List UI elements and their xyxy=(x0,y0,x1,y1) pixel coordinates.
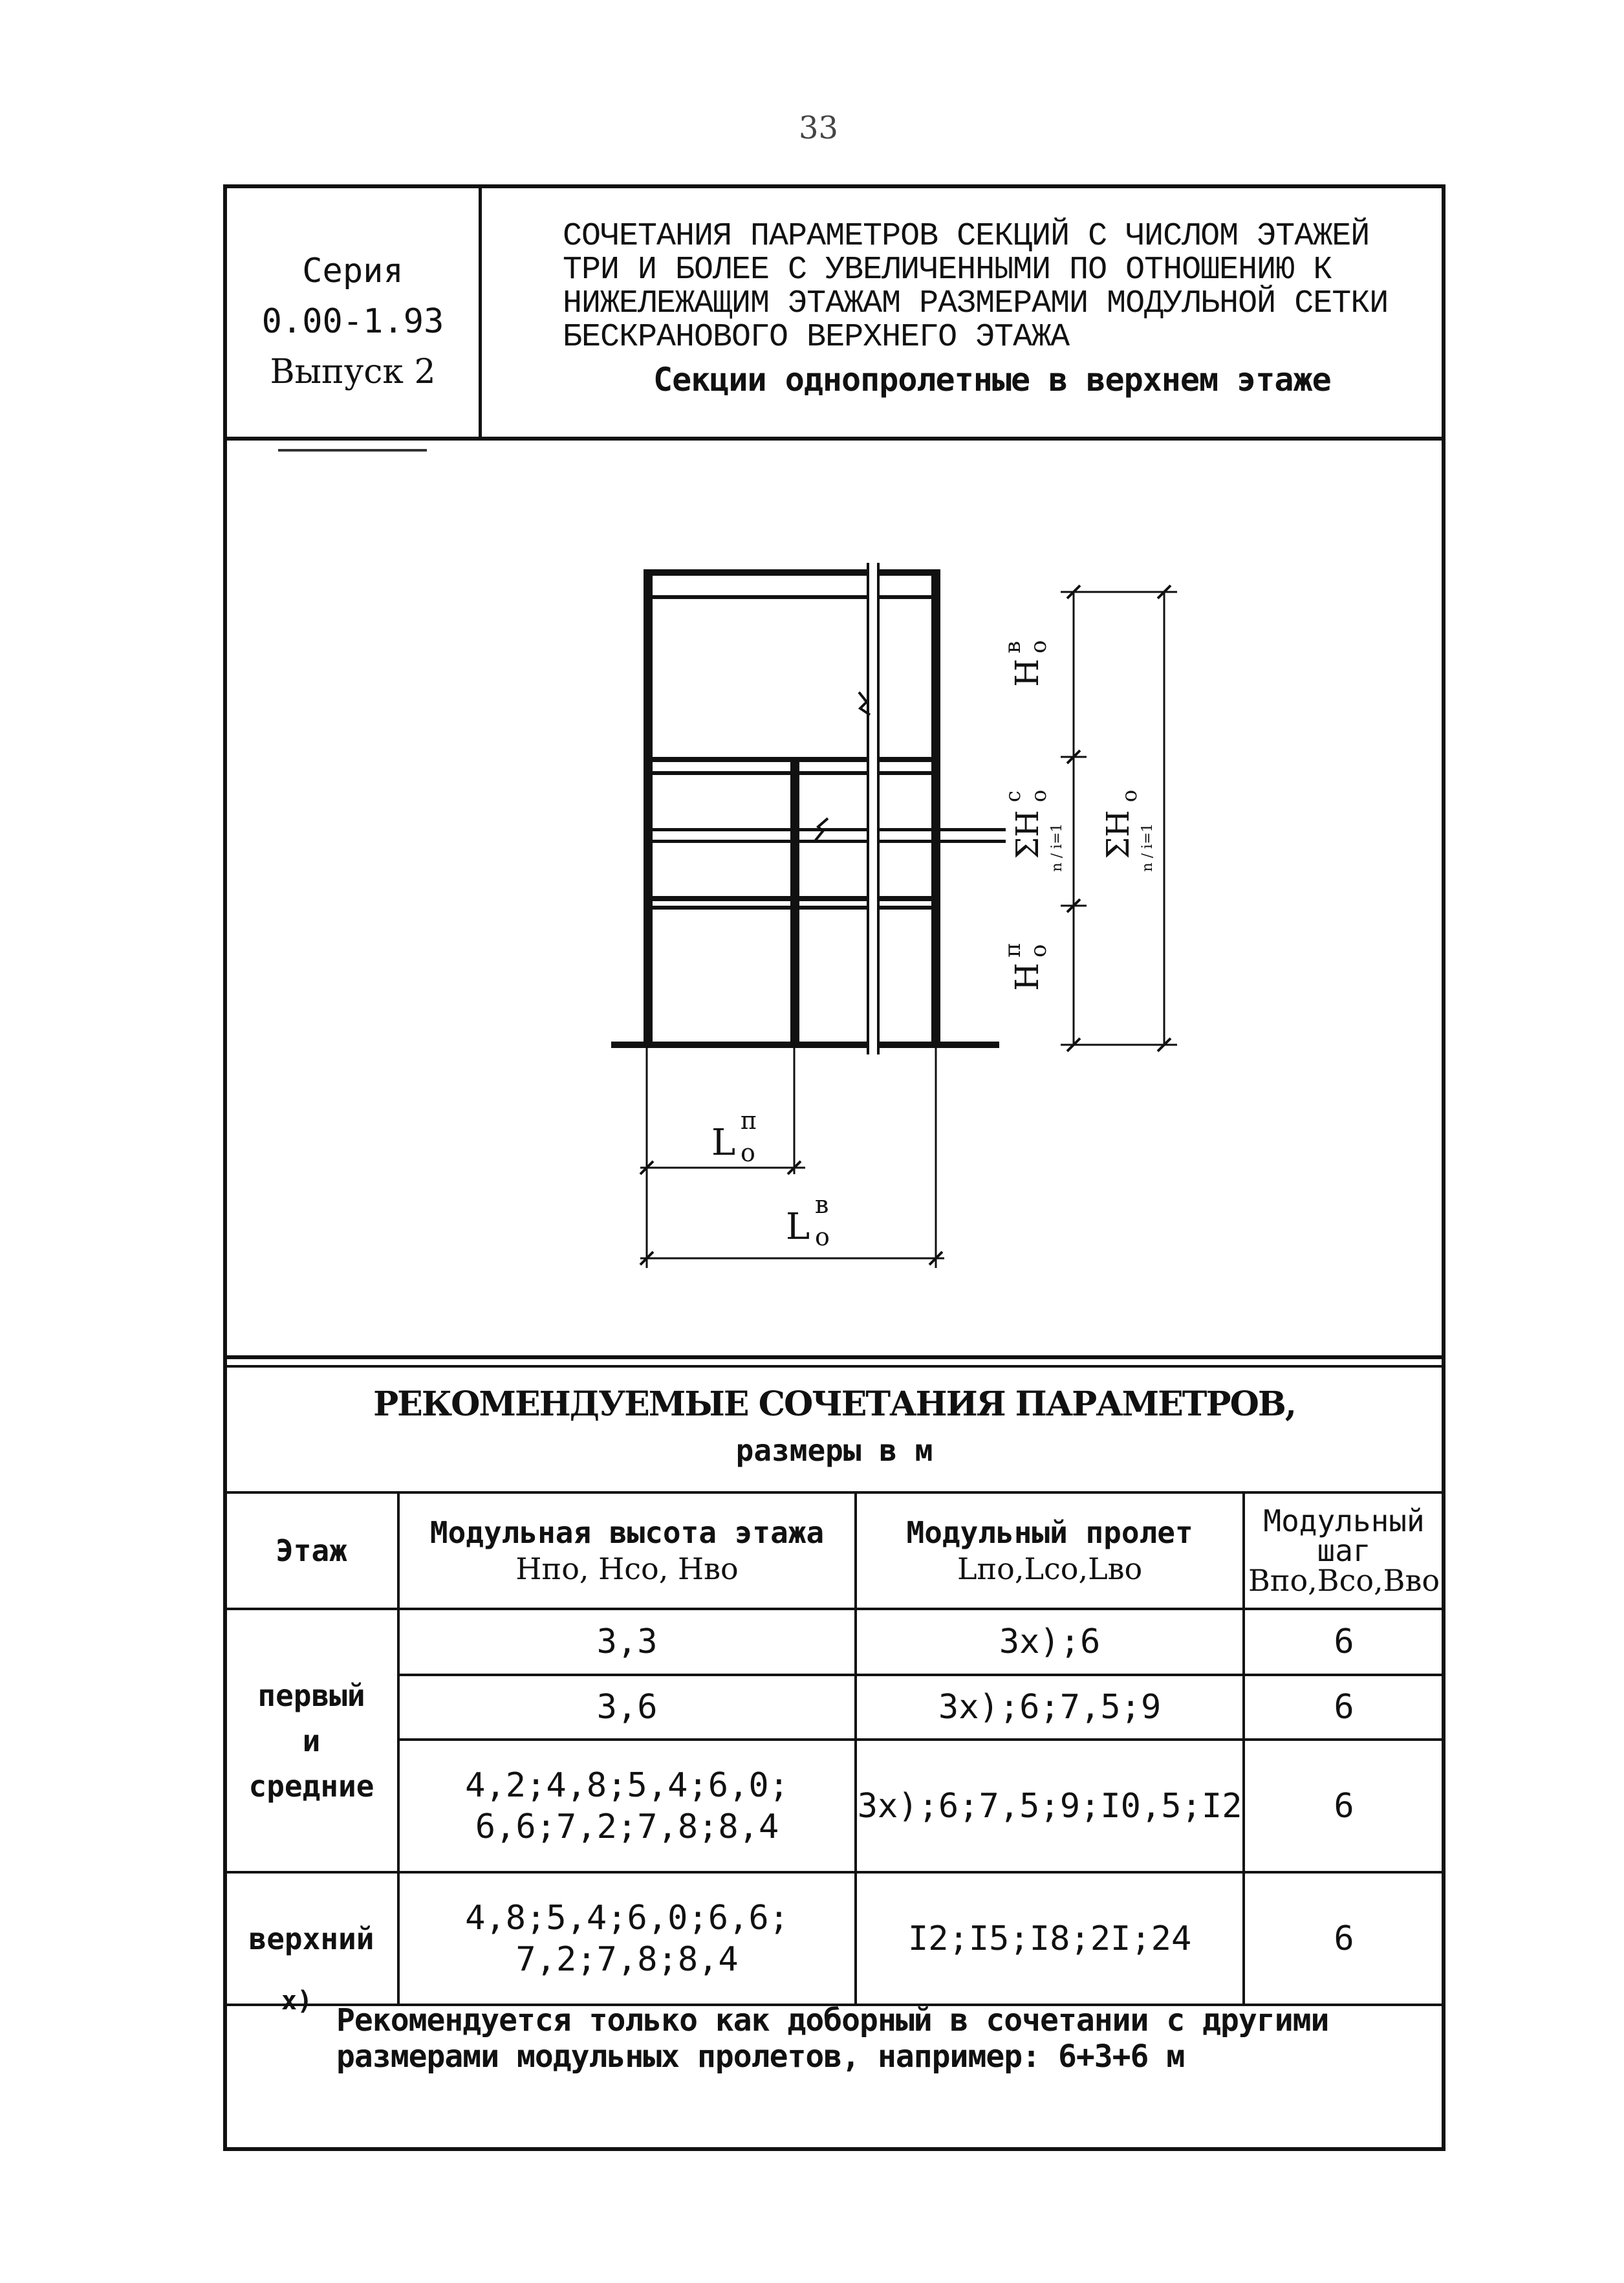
table-row xyxy=(224,1609,1444,1675)
label-l-low: L xyxy=(711,1122,736,1164)
label-h-mid-sub: o xyxy=(1026,789,1051,802)
footnote xyxy=(336,2002,1403,2075)
label-h-top-sub: o xyxy=(1026,640,1052,653)
title-line-4: БЕСКРАНОВОГО ВЕРХНЕГО ЭТАЖА xyxy=(563,319,1070,356)
row-group-first-middle xyxy=(224,1609,398,1872)
header-span-label: Модульный пролет xyxy=(906,1515,1193,1550)
title-line-2: ТРИ И БОЛЕЕ С УВЕЛИЧЕННЫМИ ПО ОТНОШЕНИЮ К xyxy=(563,252,1332,289)
header-step-symbols: Bпо,Bсо,Bво xyxy=(1248,1563,1440,1598)
header-height-symbols: Hпо, Hсо, Hво xyxy=(515,1551,739,1586)
cell-span: 3x);6 xyxy=(856,1609,1244,1675)
label-h-mid-limits: n / i=1 xyxy=(1049,823,1065,872)
upper-floor-slab-top xyxy=(644,757,940,762)
label-h-top-sup: в xyxy=(1000,640,1026,653)
label-l-top-sub: o xyxy=(815,1223,830,1251)
header-step-label-2: шаг xyxy=(1317,1533,1371,1568)
label-h-total: ΣH xyxy=(1100,810,1136,859)
label-l-top-sup: в xyxy=(815,1190,829,1219)
cell-step: 6 xyxy=(1244,1740,1444,1872)
issue-label: Выпуск 2 xyxy=(270,353,436,391)
header-step-label: Модульный xyxy=(1263,1503,1425,1538)
cell-height-line-1: 4,2;4,8;5,4;6,0; xyxy=(465,1765,789,1805)
label-h-top: H xyxy=(1008,659,1046,687)
cell-height-line-1: 4,8;5,4;6,0;6,6; xyxy=(465,1898,789,1938)
parameters-table xyxy=(223,1491,1445,2006)
label-h-total-sub: o xyxy=(1117,789,1142,802)
header-span xyxy=(856,1492,1244,1609)
middle-break-line-bottom xyxy=(644,840,1006,843)
footnote-line-2: размерами модульных пролетов, например: 6+3+6 м xyxy=(336,2038,1185,2075)
inner-column xyxy=(790,762,799,1045)
group1-label-2: и xyxy=(302,1723,321,1758)
cell-step: 6 xyxy=(1244,1609,1444,1675)
cell-height-line-2: 6,6;7,2;7,8;8,4 xyxy=(475,1807,779,1846)
document-subtitle: Секции однопролетные в верхнем этаже xyxy=(653,361,1331,399)
label-h-mid: ΣH xyxy=(1010,810,1046,859)
table-row xyxy=(224,1872,1444,2005)
cell-span: I2;I5;I8;2I;24 xyxy=(856,1872,1244,2005)
cell-height: 3,6 xyxy=(398,1675,856,1740)
header-height-label: Модульная высота этажа xyxy=(429,1515,825,1550)
table-header-row xyxy=(224,1492,1444,1609)
label-l-low-sub: o xyxy=(741,1139,755,1167)
series-box xyxy=(227,246,479,397)
cell-span: 3x);6;7,5;9;I0,5;I2 xyxy=(856,1740,1244,1872)
label-h-total-limits: n / i=1 xyxy=(1140,823,1156,872)
document-title xyxy=(563,220,1403,355)
ground-line xyxy=(611,1042,999,1048)
roof-slab-top xyxy=(644,569,940,576)
cell-height-line-2: 7,2;7,8;8,4 xyxy=(515,1939,739,1979)
footnote-line-1: Рекомендуется только как доборный в сочетании с другими xyxy=(336,2002,1329,2038)
left-column xyxy=(644,569,653,1045)
series-number: 0.00-1.93 xyxy=(261,302,444,341)
header-divider xyxy=(479,184,482,440)
label-h-low-sup: п xyxy=(1000,943,1026,957)
header-floor: Этаж xyxy=(224,1492,398,1609)
label-h-mid-sup: с xyxy=(1001,791,1025,802)
section-separator-2 xyxy=(223,1365,1445,1368)
cell-height xyxy=(398,1740,856,1872)
cell-step: 6 xyxy=(1244,1675,1444,1740)
label-l-top: L xyxy=(786,1206,810,1248)
header-bottom-rule xyxy=(223,437,1445,441)
cell-height: 3,3 xyxy=(398,1609,856,1675)
cell-span: 3x);6;7,5;9 xyxy=(856,1675,1244,1740)
header-span-symbols: Lпо,Lсо,Lво xyxy=(957,1551,1143,1586)
table-row xyxy=(224,1740,1444,1872)
roof-slab-bottom xyxy=(644,595,940,599)
section-diagram xyxy=(582,543,1229,1294)
label-l-low-sup: п xyxy=(741,1106,757,1135)
recommended-units: размеры в м xyxy=(735,1433,933,1468)
header-height xyxy=(398,1492,856,1609)
label-h-low: H xyxy=(1008,963,1046,991)
label-h-low-sub: o xyxy=(1026,944,1052,957)
middle-break-line-top xyxy=(644,828,1006,831)
recommended-title: РЕКОМЕНДУЕМЫЕ СОЧЕТАНИЯ ПАРАМЕТРОВ, xyxy=(373,1384,1295,1424)
cell-height xyxy=(398,1872,856,2005)
row-group-top: верхний xyxy=(224,1872,398,2005)
table-row xyxy=(224,1675,1444,1740)
title-line-3: НИЖЕЛЕЖАЩИМ ЭТАЖАМ РАЗМЕРАМИ МОДУЛЬНОЙ СЕТКИ xyxy=(563,285,1389,322)
header-step xyxy=(1244,1492,1444,1609)
cell-step: 6 xyxy=(1244,1872,1444,2005)
footnote-mark: x) xyxy=(281,1986,313,2016)
page-number: 33 xyxy=(799,110,839,146)
group1-label-1: первый xyxy=(257,1677,365,1713)
group1-label-3: средние xyxy=(248,1768,374,1804)
right-column xyxy=(931,569,940,1045)
title-line-1: СОЧЕТАНИЯ ПАРАМЕТРОВ СЕКЦИЙ С ЧИСЛОМ ЭТАЖЕЙ xyxy=(563,218,1370,255)
section-separator xyxy=(223,1355,1445,1359)
header-bottom-rule-short xyxy=(278,449,427,452)
series-label: Серия xyxy=(302,252,404,290)
